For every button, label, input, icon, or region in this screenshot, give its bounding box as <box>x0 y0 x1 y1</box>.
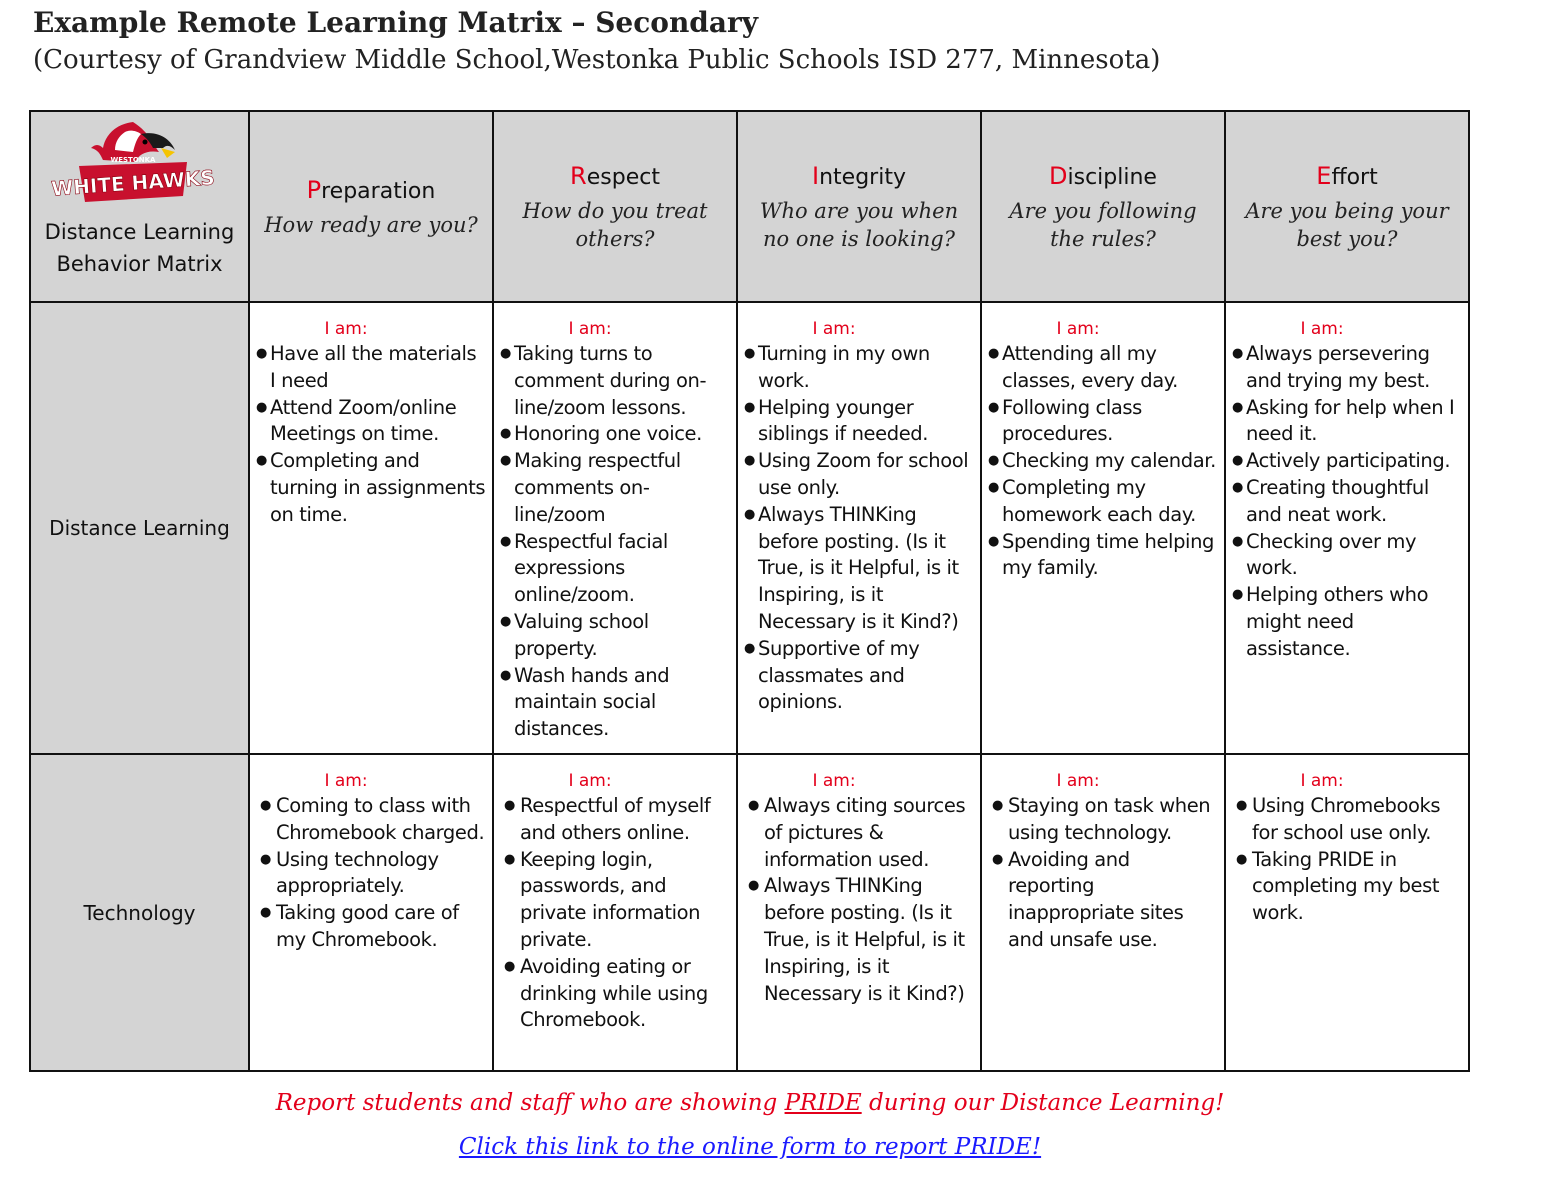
value-header-effort <box>1225 111 1469 302</box>
value-name-rest: ntegrity <box>819 164 906 190</box>
behavior-item: ● Wash hands and maintain social distances. <box>500 663 730 743</box>
cell-technology-effort <box>1225 754 1469 1071</box>
i-am-label: I am: <box>1300 771 1344 791</box>
behavior-item: ● Valuing school property. <box>500 609 730 663</box>
i-am-label: I am: <box>324 771 368 791</box>
value-initial: R <box>570 161 587 190</box>
behavior-item: ● Using technology appropriately. <box>256 847 486 901</box>
behavior-item: ● Honoring one voice. <box>500 421 730 448</box>
behavior-item: ● Turning in my own work. <box>744 341 974 395</box>
value-header-integrity <box>737 111 981 302</box>
report-pride-form-link[interactable]: Click this link to the online form to report PRIDE! <box>458 1134 1042 1160</box>
behavior-item: ● Helping others who might need assistance. <box>1232 582 1462 662</box>
white-hawks-logo-icon <box>49 118 215 210</box>
behavior-item: ● Asking for help when I need it. <box>1232 395 1462 449</box>
behavior-item: ● Completing my homework each day. <box>988 475 1218 529</box>
i-am-label: I am: <box>324 319 368 339</box>
behavior-item: ● Taking PRIDE in completing my best work. <box>1232 847 1462 927</box>
cell-distance-respect <box>493 302 737 754</box>
document-subtitle: (Courtesy of Grandview Middle School,Westonka Public Schools ISD 277, Minnesota) <box>33 45 1161 75</box>
matrix-row-distance-learning <box>30 302 1469 754</box>
behavior-item: ● Using Zoom for school use only. <box>744 448 974 502</box>
cell-technology-preparation <box>249 754 493 1071</box>
value-name-rest: espect <box>586 164 660 190</box>
value-question: How do you treat others? <box>522 198 708 251</box>
matrix-row-technology <box>30 754 1469 1071</box>
value-name-rest: iscipline <box>1067 164 1157 190</box>
i-am-label: I am: <box>812 319 856 339</box>
i-am-label: I am: <box>1300 319 1344 339</box>
behavior-item: ● Making respectful comments on-line/zoom <box>500 448 730 528</box>
behavior-item: ● Coming to class with Chromebook charged. <box>256 793 486 847</box>
value-header-respect <box>493 111 737 302</box>
i-am-label: I am: <box>568 771 612 791</box>
value-question: Who are you when no one is looking? <box>759 198 959 251</box>
logo-main-text: WHITE HAWKS <box>49 165 215 201</box>
row-label-distance-learning: Distance Learning <box>30 302 249 754</box>
matrix-corner-cell <box>30 111 249 302</box>
behavior-item: ● Attending all my classes, every day. <box>988 341 1218 395</box>
behavior-list <box>500 341 730 743</box>
behavior-item: ● Always persevering and trying my best. <box>1232 341 1462 395</box>
row-label-technology: Technology <box>30 754 249 1071</box>
behavior-item: ● Always THINKing before posting. (Is it True, is it Helpful, is it Inspiring, is it Necessary is it Kind?) <box>744 873 974 1007</box>
cell-distance-preparation <box>249 302 493 754</box>
behavior-matrix-table <box>29 110 1470 1072</box>
behavior-item: ● Creating thoughtful and neat work. <box>1232 475 1462 529</box>
behavior-item: ● Respectful of myself and others online. <box>500 793 730 847</box>
value-name-rest: reparation <box>321 178 436 204</box>
corner-label-line1: Distance Learning <box>44 220 235 244</box>
behavior-list <box>256 341 486 529</box>
cell-distance-integrity <box>737 302 981 754</box>
report-pride-message <box>0 1090 1500 1116</box>
behavior-item: ● Completing and turning in assignments on time. <box>256 448 486 528</box>
value-initial: P <box>306 175 322 204</box>
behavior-item: ● Staying on task when using technology. <box>988 793 1218 847</box>
behavior-item: ● Actively participating. <box>1232 448 1462 475</box>
value-name-rest: ffort <box>1331 164 1378 190</box>
value-initial: D <box>1049 161 1068 190</box>
matrix-corner-label <box>45 216 235 280</box>
i-am-label: I am: <box>1056 771 1100 791</box>
value-question: Are you being your best you? <box>1245 198 1449 251</box>
value-initial: I <box>812 161 820 190</box>
behavior-item: ● Always citing sources of pictures & information used. <box>744 793 974 873</box>
i-am-label: I am: <box>568 319 612 339</box>
behavior-item: ● Supportive of my classmates and opinions. <box>744 636 974 716</box>
report-text-post: during our Distance Learning! <box>861 1090 1225 1116</box>
value-question: How ready are you? <box>264 212 478 237</box>
report-text-pre: Report students and staff who are showing <box>275 1090 785 1116</box>
behavior-list <box>744 341 974 716</box>
behavior-item: ● Avoiding and reporting inappropriate sites and unsafe use. <box>988 847 1218 954</box>
report-text-pride: PRIDE <box>784 1090 862 1116</box>
cell-technology-integrity <box>737 754 981 1071</box>
i-am-label: I am: <box>1056 319 1100 339</box>
behavior-item: ● Have all the materials I need <box>256 341 486 395</box>
behavior-item: ● Spending time helping my family. <box>988 529 1218 583</box>
behavior-list <box>500 793 730 1034</box>
value-header-preparation <box>249 111 493 302</box>
behavior-item: ● Using Chromebooks for school use only. <box>1232 793 1462 847</box>
value-header-discipline <box>981 111 1225 302</box>
value-question: Are you following the rules? <box>1009 198 1197 251</box>
corner-label-line2: Behavior Matrix <box>56 252 223 276</box>
behavior-item: ● Keeping login, passwords, and private information private. <box>500 847 730 954</box>
behavior-list <box>744 793 974 1007</box>
behavior-item: ● Checking my calendar. <box>988 448 1218 475</box>
cell-distance-discipline <box>981 302 1225 754</box>
behavior-item: ● Always THINKing before posting. (Is it True, is it Helpful, is it Inspiring, is it Necessary is it Kind?) <box>744 502 974 636</box>
behavior-list <box>1232 793 1462 927</box>
cell-technology-respect <box>493 754 737 1071</box>
behavior-item: ● Helping younger siblings if needed. <box>744 395 974 449</box>
behavior-list <box>988 341 1218 582</box>
behavior-item: ● Following class procedures. <box>988 395 1218 449</box>
behavior-item: ● Respectful facial expressions online/zoom. <box>500 529 730 609</box>
behavior-item: ● Taking turns to comment during on-line/zoom lessons. <box>500 341 730 421</box>
i-am-label: I am: <box>812 771 856 791</box>
matrix-header-row <box>30 111 1469 302</box>
value-initial: E <box>1316 161 1332 190</box>
logo-top-text: WESTONKA <box>110 156 155 164</box>
behavior-item: ● Checking over my work. <box>1232 529 1462 583</box>
behavior-item: ● Avoiding eating or drinking while using Chromebook. <box>500 954 730 1034</box>
document-title: Example Remote Learning Matrix – Secondary <box>33 6 759 39</box>
behavior-item: ● Attend Zoom/online Meetings on time. <box>256 395 486 449</box>
behavior-list <box>256 793 486 954</box>
behavior-list <box>1232 341 1462 663</box>
cell-technology-discipline <box>981 754 1225 1071</box>
behavior-item: ● Taking good care of my Chromebook. <box>256 900 486 954</box>
behavior-list <box>988 793 1218 954</box>
cell-distance-effort <box>1225 302 1469 754</box>
